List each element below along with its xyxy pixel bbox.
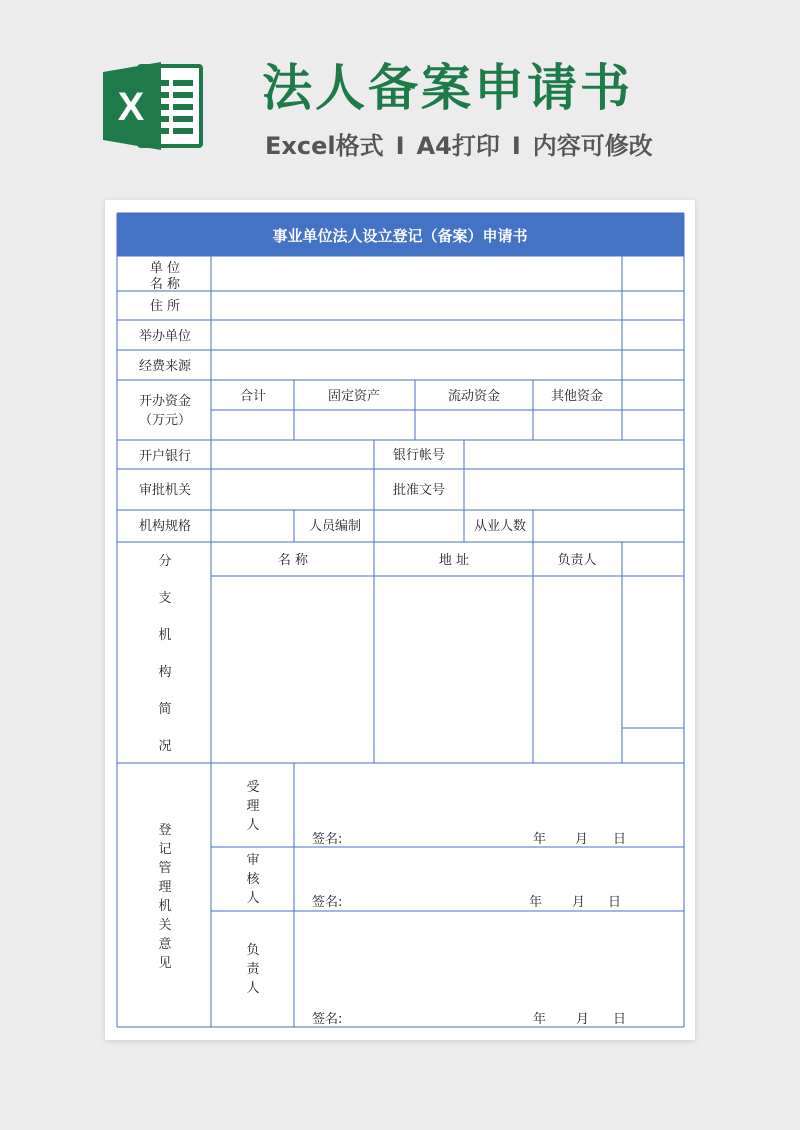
label-funding-source: 经费来源	[138, 359, 192, 374]
date-month: 月	[575, 832, 589, 847]
label-employees: 从业人数	[473, 519, 527, 534]
label-address: 住 所	[149, 299, 181, 314]
vertical-label-char: 况	[158, 739, 172, 754]
subtitle-print: A4打印	[416, 132, 500, 160]
subtitle-separator: I	[511, 132, 521, 160]
label-fixed-assets: 固定资产	[327, 389, 381, 404]
label-sponsor: 举办单位	[138, 329, 192, 344]
vertical-label-char: 理	[246, 799, 260, 814]
label-authority-opinion	[158, 822, 171, 971]
vertical-label-char: 关	[158, 918, 172, 933]
vertical-label-char: 记	[158, 842, 172, 857]
label-receiver	[246, 780, 259, 833]
subtitle-editable: 内容可修改	[532, 132, 653, 160]
signature-label: 签名:	[312, 832, 343, 847]
form-title: 事业单位法人设立登记（备案）申请书	[272, 227, 528, 245]
excel-icon	[103, 58, 205, 154]
vertical-label-char: 简	[158, 702, 172, 717]
label-branch-name: 名 称	[277, 553, 309, 568]
vertical-label-char: 人	[246, 981, 260, 996]
vertical-label-char: 核	[246, 872, 260, 887]
label-staffing: 人员编制	[308, 519, 362, 534]
label-reviewer	[246, 852, 260, 906]
label-other-funds: 其他资金	[550, 389, 604, 404]
vertical-label-char: 机	[158, 628, 172, 643]
vertical-label-char: 机	[158, 899, 172, 914]
date-day: 日	[613, 1012, 627, 1027]
vertical-label-char: 管	[158, 861, 172, 876]
label-unit-name-2: 名 称	[149, 277, 181, 292]
vertical-label-char: 构	[158, 665, 172, 680]
subtitle-format: Excel格式	[265, 132, 384, 160]
label-working-capital: 流动资金	[447, 389, 501, 404]
date-month: 月	[572, 895, 586, 910]
label-capital: 开办资金	[138, 394, 192, 409]
vertical-label-char: 分	[158, 554, 172, 569]
vertical-label-char: 支	[158, 591, 172, 606]
label-total: 合计	[239, 389, 267, 404]
subtitle-separator: I	[395, 132, 405, 160]
label-capital-unit: （万元）	[138, 413, 192, 428]
table-grid	[117, 213, 684, 1027]
vertical-label-char: 登	[158, 823, 172, 838]
label-approval-authority: 审批机关	[138, 483, 192, 498]
page-title: 法人备案申请书	[262, 59, 633, 117]
vertical-label-char: 理	[158, 880, 172, 895]
label-bank-account: 银行帐号	[392, 448, 446, 463]
vertical-label-char: 人	[246, 891, 260, 906]
date-year: 年	[533, 1012, 547, 1027]
vertical-label-char: 受	[246, 780, 260, 795]
page-subtitle	[265, 126, 653, 161]
label-unit-name-1: 单 位	[149, 261, 181, 276]
label-head	[246, 943, 260, 996]
signature-label: 签名:	[312, 1012, 343, 1027]
vertical-label-char: 审	[246, 853, 260, 868]
form-sheet	[105, 200, 695, 1040]
label-org-scale: 机构规格	[138, 519, 192, 534]
vertical-label-char: 意	[158, 937, 172, 952]
vertical-label-char: 见	[158, 956, 172, 971]
label-branch-address: 地 址	[438, 553, 470, 568]
signature-label: 签名:	[312, 895, 343, 910]
date-year: 年	[529, 895, 543, 910]
application-form-table	[105, 200, 695, 1040]
date-year: 年	[533, 832, 547, 847]
label-branch-overview	[158, 554, 171, 754]
vertical-label-char: 人	[246, 818, 260, 833]
label-approval-doc: 批准文号	[392, 483, 446, 498]
date-day: 日	[608, 895, 622, 910]
label-branch-head: 负责人	[557, 553, 597, 568]
label-bank: 开户银行	[138, 449, 192, 464]
vertical-label-char: 负	[246, 943, 260, 958]
excel-logo-letter: X	[117, 85, 145, 129]
date-month: 月	[576, 1012, 590, 1027]
date-day: 日	[613, 832, 627, 847]
vertical-label-char: 责	[246, 962, 260, 977]
promo-header	[0, 0, 800, 190]
